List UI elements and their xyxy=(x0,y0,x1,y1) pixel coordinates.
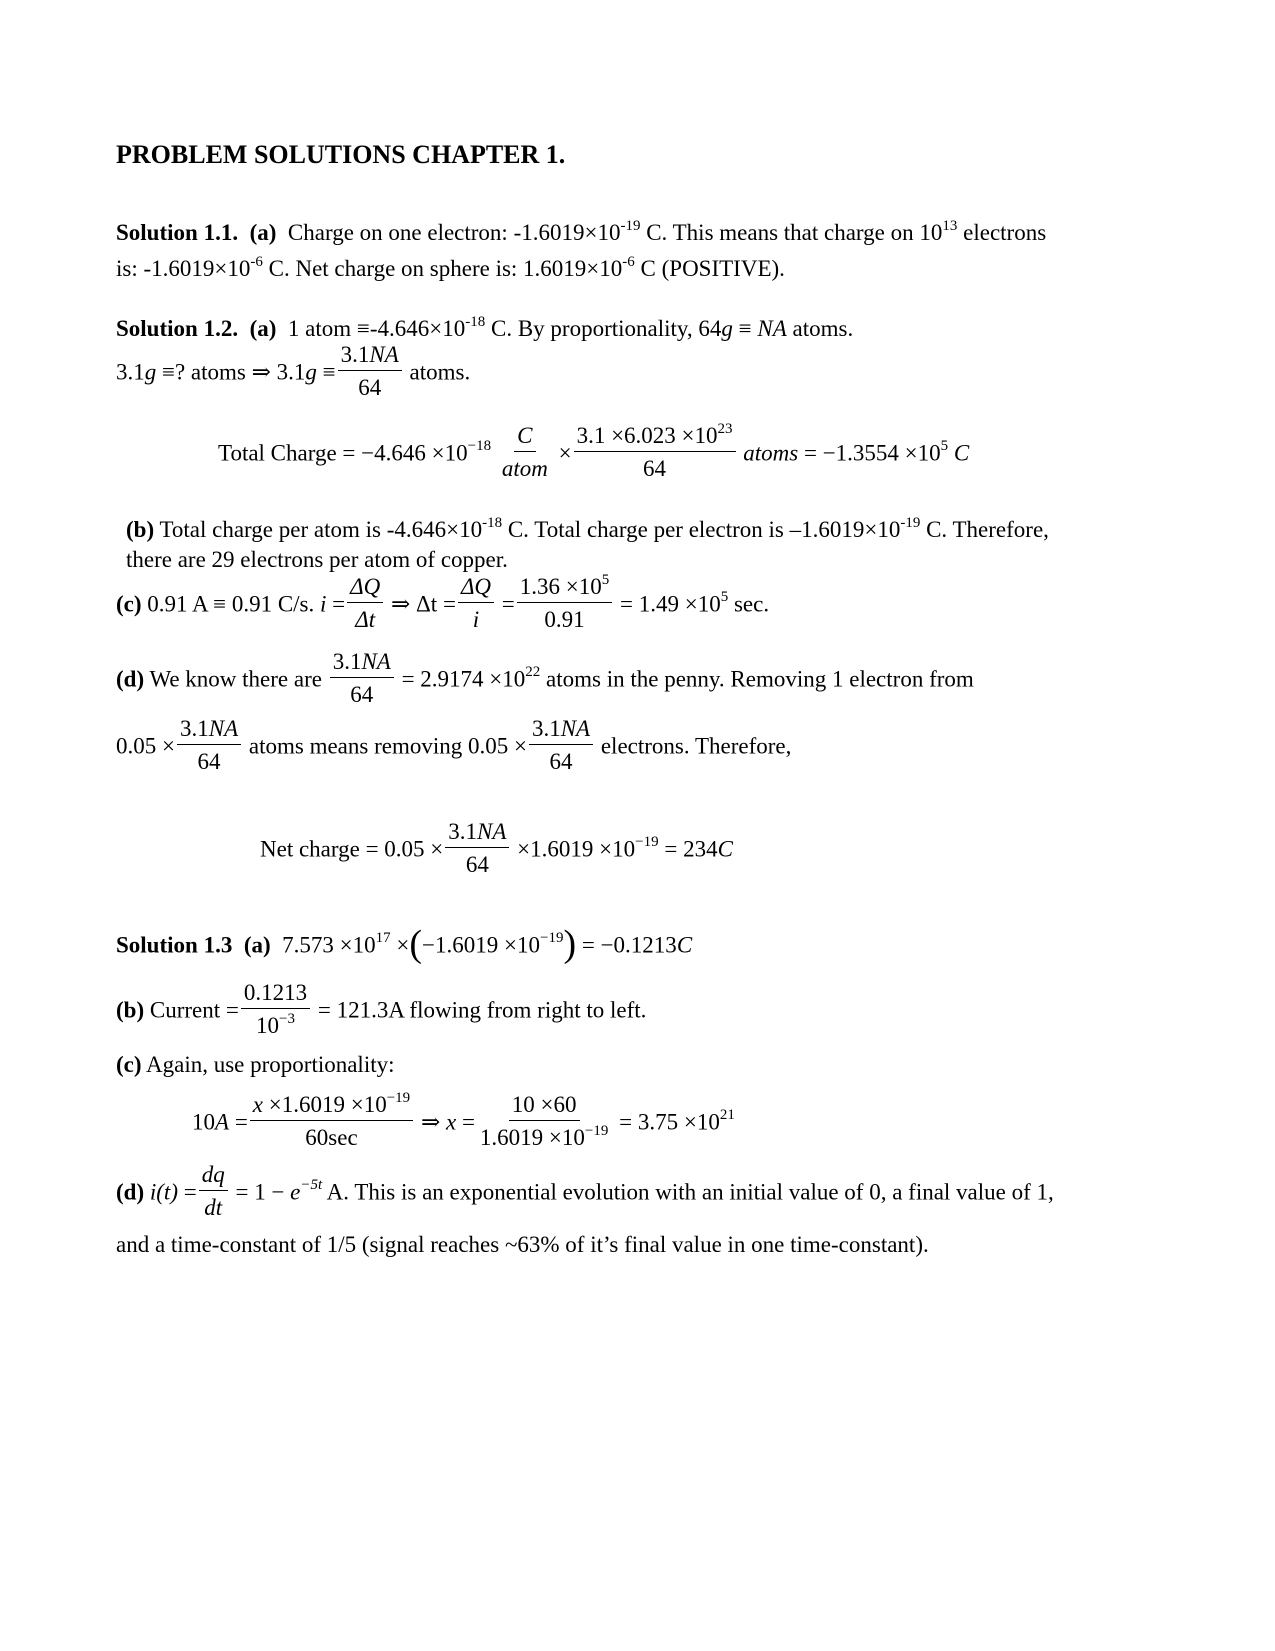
text: = xyxy=(456,1109,475,1135)
text: is: -1.6019×10 xyxy=(116,256,251,281)
denominator: dt xyxy=(204,1195,223,1220)
exponent: 13 xyxy=(942,218,958,234)
symbol: i(t) xyxy=(149,1179,178,1205)
text: C. By proportionality, 64 xyxy=(485,316,722,341)
solution-1-1-line-2 xyxy=(116,254,785,281)
solution-1-1-line-1 xyxy=(116,218,1047,245)
solution-1-3-c-line xyxy=(116,1053,395,1076)
part-label: (a) xyxy=(249,316,277,341)
fraction xyxy=(338,343,402,399)
denominator: Δt xyxy=(355,607,376,632)
fraction xyxy=(477,1093,611,1149)
denominator: 64 xyxy=(643,456,667,481)
text: = xyxy=(177,1179,197,1205)
exponent: −19 xyxy=(584,1123,609,1139)
symbol: NA xyxy=(560,716,591,741)
text: Net charge = 0.05 × xyxy=(260,836,444,862)
text: Charge on one electron: -1.6019×10 xyxy=(287,220,621,245)
text: Again, use proportionality: xyxy=(141,1052,395,1077)
text: A. This is an exponential evolution with an initial value of 0, a final value of 1, xyxy=(322,1179,1054,1205)
exponent: -18 xyxy=(465,314,486,330)
text: = −0.1213 xyxy=(576,932,677,958)
solution-1-2-line-2 xyxy=(116,342,471,402)
text: 7.573 ×10 xyxy=(282,932,376,958)
exponent: −19 xyxy=(386,1090,411,1106)
symbol: x xyxy=(445,1109,457,1135)
text: 3.1 xyxy=(116,359,145,385)
text: atoms. xyxy=(786,316,854,341)
text: ×1.6019 ×10 xyxy=(511,836,636,862)
text: C. Therefore, xyxy=(920,517,1049,542)
exponent: −3 xyxy=(279,1011,295,1027)
symbol: e xyxy=(290,1179,301,1205)
text: C (POSITIVE). xyxy=(634,256,785,281)
text: electrons. Therefore, xyxy=(595,733,792,759)
fraction xyxy=(330,650,394,706)
solution-heading: Solution 1.2. xyxy=(116,316,239,341)
text: ≡ xyxy=(732,316,758,341)
numerator: 3.1 xyxy=(179,716,209,741)
text: = xyxy=(326,591,346,617)
text: ⇒ Δt = xyxy=(385,591,456,617)
text: = xyxy=(496,591,515,617)
part-label: (a) xyxy=(243,932,271,958)
numerator: 3.1 xyxy=(531,716,561,741)
proportionality-equation xyxy=(192,1090,735,1152)
denominator: 64 xyxy=(358,375,382,400)
fraction xyxy=(499,424,551,480)
numerator: 0.1213 xyxy=(241,981,310,1009)
symbol: i xyxy=(320,591,327,617)
text: atoms means removing 0.05 × xyxy=(243,733,527,759)
fraction xyxy=(517,572,612,632)
symbol: g xyxy=(144,359,157,385)
denominator: atom xyxy=(501,456,548,481)
numerator: 1.36 ×10 xyxy=(519,574,602,599)
part-label: (c) xyxy=(116,1052,142,1077)
text: = 2.9174 ×10 xyxy=(395,666,526,692)
text: atoms in the penny. Removing 1 electron from xyxy=(540,666,974,692)
text: C. Net charge on sphere is: 1.6019×10 xyxy=(262,256,623,281)
exponent: 17 xyxy=(375,930,391,947)
denominator: 64 xyxy=(549,749,573,774)
fraction xyxy=(177,717,241,773)
solution-1-2-line-1 xyxy=(116,314,854,341)
symbol: x xyxy=(252,1092,264,1117)
text: 0.91 A ≡ 0.91 C/s. xyxy=(141,591,321,617)
solution-1-2-d-line-2 xyxy=(116,716,792,776)
text: Total charge per atom is -4.646×10 xyxy=(154,517,483,542)
text: atoms xyxy=(737,440,799,466)
numerator: dq xyxy=(199,1163,228,1191)
symbol: A xyxy=(215,1109,230,1135)
exponent: 21 xyxy=(719,1107,735,1124)
solution-1-3-a-line xyxy=(116,923,693,966)
text: ≡? atoms ⇒ 3.1 xyxy=(156,359,306,385)
fraction xyxy=(574,421,736,481)
exponent: 5 xyxy=(720,589,729,606)
text: = 1 − xyxy=(229,1179,291,1205)
symbol: NA xyxy=(208,716,239,741)
numerator: ×1.6019 ×10 xyxy=(263,1092,387,1117)
exponent: −19 xyxy=(539,930,564,947)
symbol: NA xyxy=(369,342,399,367)
exponent: −5t xyxy=(300,1177,323,1194)
denominator: i xyxy=(472,607,480,632)
text: atoms. xyxy=(403,359,471,385)
text: = 1.49 ×10 xyxy=(614,591,721,617)
denominator: 64 xyxy=(465,852,489,877)
text: C. Total charge per electron is –1.6019×10 xyxy=(502,517,901,542)
numerator: 10 ×60 xyxy=(509,1093,580,1121)
solution-heading: Solution 1.1. xyxy=(116,220,239,245)
part-label: (c) xyxy=(116,591,142,617)
text: = 3.75 ×10 xyxy=(613,1109,720,1135)
solution-1-2-b-line-1 xyxy=(126,515,1049,542)
fraction xyxy=(529,717,593,773)
symbol: NA xyxy=(361,649,391,674)
solution-1-2-c-line xyxy=(116,572,770,634)
text: C. This means that charge on 10 xyxy=(640,220,943,245)
solution-1-3-d-line-2: and a time-constant of 1/5 (signal reaches ~63% of it’s final value in one time-constant). xyxy=(116,1232,929,1257)
text: × xyxy=(390,932,410,958)
exponent: −19 xyxy=(635,834,659,851)
numerator: ΔQ xyxy=(347,575,383,603)
page-title: PROBLEM SOLUTIONS CHAPTER 1. xyxy=(116,140,566,169)
numerator: 3.1 xyxy=(448,819,478,844)
text: 10 xyxy=(192,1109,215,1135)
fraction xyxy=(458,575,494,631)
text: ⇒ xyxy=(415,1109,446,1135)
numerator: C xyxy=(514,424,535,452)
exponent: 22 xyxy=(525,664,541,681)
exponent: -6 xyxy=(250,254,263,270)
exponent: -19 xyxy=(620,218,641,234)
close-paren: ) xyxy=(563,923,577,965)
total-charge-equation xyxy=(218,421,970,483)
text: = 121.3A flowing from right to left. xyxy=(312,997,647,1023)
denominator: 10 xyxy=(256,1013,279,1038)
exponent: −18 xyxy=(467,438,492,455)
solution-heading: Solution 1.3 xyxy=(116,932,233,958)
open-paren: ( xyxy=(409,923,423,965)
symbol: C xyxy=(676,932,693,958)
numerator: 3.1 ×6.023 ×10 xyxy=(576,423,718,448)
text: −1.6019 ×10 xyxy=(422,932,540,958)
exponent: 23 xyxy=(717,421,733,437)
denominator: 64 xyxy=(350,682,374,707)
exponent: -18 xyxy=(482,515,503,531)
text: sec. xyxy=(728,591,770,617)
symbol: g xyxy=(305,359,317,385)
symbol: g xyxy=(721,316,733,341)
part-label: (d) xyxy=(116,1179,145,1205)
numerator: ΔQ xyxy=(458,575,494,603)
text: 1 atom ≡-4.646×10 xyxy=(287,316,466,341)
fraction xyxy=(347,575,383,631)
solution-1-3-d-line-1 xyxy=(116,1162,1054,1222)
symbol: NA xyxy=(477,819,507,844)
symbol: NA xyxy=(757,316,787,341)
part-label: (a) xyxy=(249,220,277,245)
text: = 234 xyxy=(658,836,718,862)
numerator: 3.1 xyxy=(340,342,370,367)
text: = −1.3554 ×10 xyxy=(798,440,941,466)
text: ≡ xyxy=(316,359,336,385)
solution-1-3-b-line xyxy=(116,980,647,1040)
net-charge-equation xyxy=(260,819,733,879)
denominator: 60sec xyxy=(305,1125,358,1150)
exponent: 5 xyxy=(601,572,610,588)
text: Total Charge = −4.646 ×10 xyxy=(218,440,468,466)
exponent: 5 xyxy=(940,438,949,455)
denominator: 0.91 xyxy=(544,607,585,632)
text: electrons xyxy=(957,220,1047,245)
solution-1-2-b-line-2: there are 29 electrons per atom of copper. xyxy=(126,547,508,572)
fraction xyxy=(241,981,310,1037)
denominator: 1.6019 ×10 xyxy=(479,1125,585,1150)
text: × xyxy=(552,440,572,466)
symbol: C xyxy=(948,440,970,466)
denominator: 64 xyxy=(197,749,221,774)
text: Current = xyxy=(144,997,239,1023)
part-label: (b) xyxy=(116,997,145,1023)
fraction xyxy=(445,820,509,876)
text: We know there are xyxy=(144,666,328,692)
numerator: 3.1 xyxy=(332,649,362,674)
fraction xyxy=(199,1163,228,1219)
text: = xyxy=(229,1109,248,1135)
fraction xyxy=(250,1090,413,1150)
symbol: C xyxy=(717,836,733,862)
exponent: -19 xyxy=(900,515,921,531)
part-label: (d) xyxy=(116,666,145,692)
text: 0.05 × xyxy=(116,733,175,759)
solution-1-2-d-line-1 xyxy=(116,649,974,709)
exponent: -6 xyxy=(622,254,635,270)
part-label: (b) xyxy=(126,517,155,542)
